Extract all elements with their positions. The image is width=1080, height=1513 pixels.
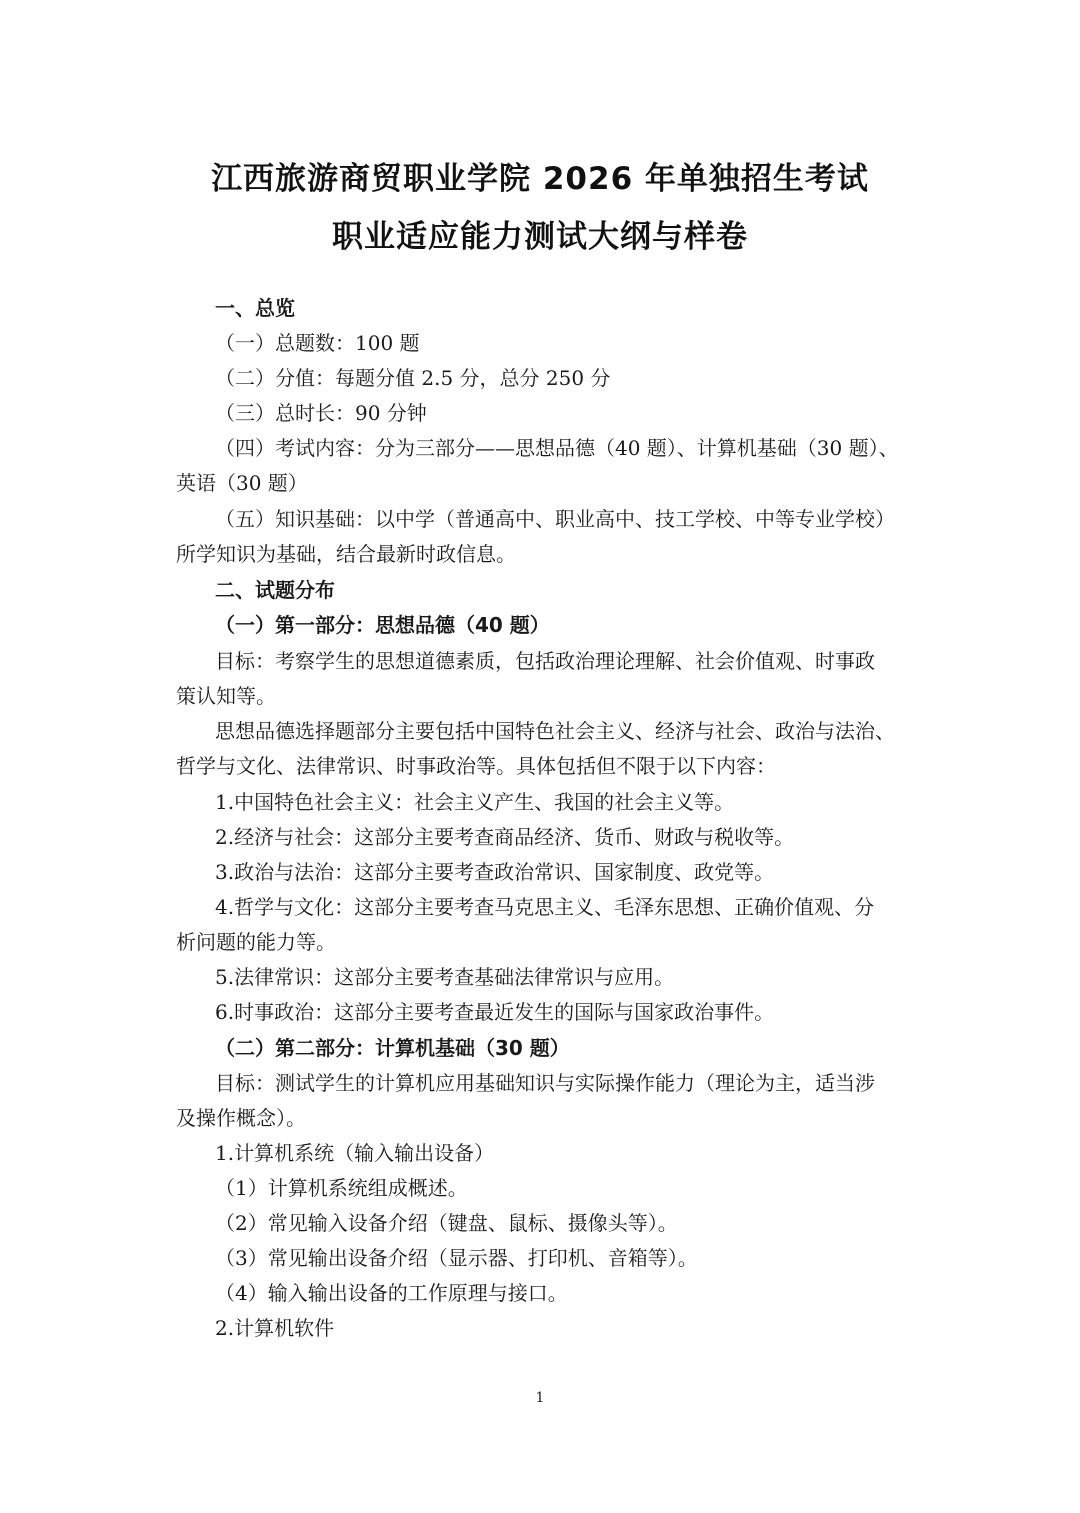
part2-goal-line-1: 目标：测试学生的计算机应用基础知识与实际操作能力（理论为主，适当涉 [215,1071,875,1095]
part2-list-item-2: 2.计算机软件 [215,1316,335,1340]
part2-sub-item-4: （4）输入输出设备的工作原理与接口。 [215,1281,568,1305]
overview-item-score: （二）分值：每题分值 2.5 分，总分 250 分 [215,366,611,390]
part2-sub-item-1: （1）计算机系统组成概述。 [215,1176,468,1200]
overview-item-knowledge-line-2: 所学知识为基础，结合最新时政信息。 [176,542,516,566]
part1-goal-line-1: 目标：考察学生的思想道德素质，包括政治理论理解、社会价值观、时事政 [215,649,875,673]
part1-intro-line-1: 思想品德选择题部分主要包括中国特色社会主义、经济与社会、政治与法治、 [215,719,895,743]
document-title-line-1: 江西旅游商贸职业学院 2026 年单独招生考试 [211,161,869,197]
part1-goal-line-2: 策认知等。 [176,684,276,708]
page-number: 1 [535,1390,545,1406]
part2-list-item-1: 1.计算机系统（输入输出设备） [215,1141,495,1165]
overview-item-total-questions: （一）总题数：100 题 [215,331,420,355]
part1-list-item-2: 2.经济与社会：这部分主要考查商品经济、货币、财政与税收等。 [215,825,795,849]
document-title-line-2: 职业适应能力测试大纲与样卷 [332,219,748,255]
overview-item-knowledge-line-1: （五）知识基础：以中学（普通高中、职业高中、技工学校、中等专业学校） [215,507,895,531]
section-heading-distribution: 二、试题分布 [215,578,335,602]
part1-list-item-6: 6.时事政治：这部分主要考查最近发生的国际与国家政治事件。 [215,1000,775,1024]
section-heading-overview: 一、总览 [215,296,295,320]
part1-intro-line-2: 哲学与文化、法律常识、时事政治等。具体包括但不限于以下内容： [176,754,776,778]
overview-item-content-line-1: （四）考试内容：分为三部分——思想品德（40 题）、计算机基础（30 题）、 [215,436,899,460]
part1-list-item-5: 5.法律常识：这部分主要考查基础法律常识与应用。 [215,965,675,989]
part1-list-item-4-line-1: 4.哲学与文化：这部分主要考查马克思主义、毛泽东思想、正确价值观、分 [215,895,875,919]
part1-heading: （一）第一部分：思想品德（40 题） [215,613,550,637]
part2-sub-item-2: （2）常见输入设备介绍（键盘、鼠标、摄像头等）。 [215,1211,678,1235]
part2-heading: （二）第二部分：计算机基础（30 题） [215,1036,570,1060]
overview-item-content-line-2: 英语（30 题） [176,471,308,495]
part1-list-item-1: 1.中国特色社会主义：社会主义产生、我国的社会主义等。 [215,790,735,814]
overview-item-duration: （三）总时长：90 分钟 [215,401,427,425]
part1-list-item-3: 3.政治与法治：这部分主要考查政治常识、国家制度、政党等。 [215,860,775,884]
part1-list-item-4-line-2: 析问题的能力等。 [176,930,336,954]
part2-sub-item-3: （3）常见输出设备介绍（显示器、打印机、音箱等）。 [215,1246,698,1270]
part2-goal-line-2: 及操作概念）。 [176,1106,306,1130]
